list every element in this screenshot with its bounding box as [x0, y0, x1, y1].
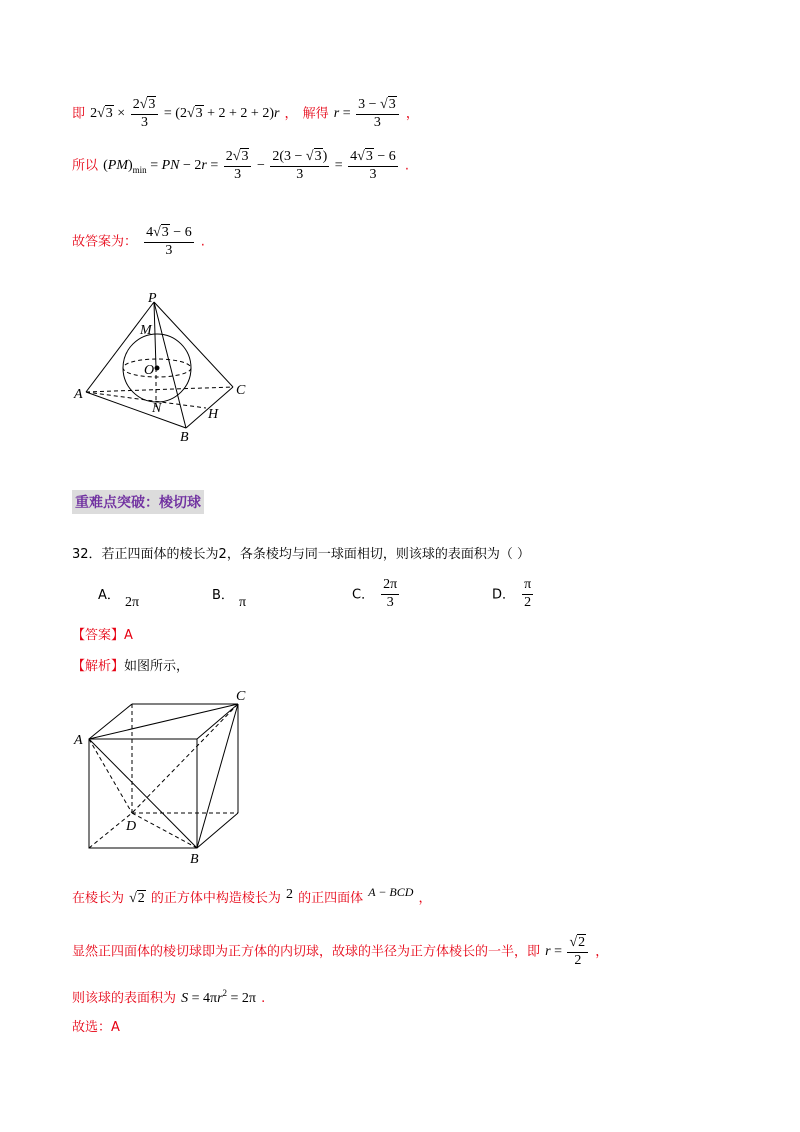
label-P: P	[148, 291, 157, 306]
label-B: B	[180, 430, 189, 445]
answer-label: 【答案】A	[72, 628, 133, 643]
option-a: A． 2π	[98, 588, 140, 610]
final-choice: 故选：A	[72, 1020, 120, 1035]
solution-line-1: 即 2√3 × $\frac{2√3}{3}$ = (2√3 + 2 + 2 + 2)r ， 解得 r = $\frac{3 - √3}{3}$ ，	[72, 97, 419, 130]
equation-1: 2√3 × $\frac{2√3}{3}$ = (2√3 + 2 + 2 + 2)r	[90, 97, 280, 130]
analysis-label: 【解析】如图所示，	[72, 659, 190, 674]
label-cube-B: B	[190, 852, 199, 866]
option-c: C． $\frac{2\pi}{3}$	[352, 577, 398, 610]
explanation-line-1: 在棱长为 √2 的正方体中构造棱长为 2 的正四面体 $^{A - BCD}$ ，	[72, 885, 432, 906]
answer-line-prev: 故答案为： $\frac{4√3 - 6}{3}$ .	[72, 225, 205, 258]
option-d: D． $\frac{\pi}{2}$	[492, 577, 532, 610]
equation-2: $(PM)_{min}$ = PN − 2r = $\frac{2√3}{3}$ − $\frac{2(3 - √3)}{3}$ = $\frac{4√3 - 6}{3}$	[103, 149, 396, 182]
explanation-line-2: 显然正四面体的棱切球即为正方体的内切球，故球的半径为正方体棱长的一半，即 r = $\frac{√2}{2}$ ，	[72, 935, 609, 968]
label-H: H	[208, 407, 219, 422]
option-b: B． π	[212, 588, 247, 610]
label-O: O	[144, 363, 155, 378]
label-cube-C: C	[236, 689, 246, 704]
equation-r: r = $\frac{3 - √3}{3}$	[334, 106, 401, 121]
answer-value-prev: $\frac{4√3 - 6}{3}$	[146, 225, 192, 258]
label-N: N	[152, 401, 162, 416]
solution-line-2: 所以 $(PM)_{min}$ = PN − 2r = $\frac{2√3}{3}$ − $\frac{2(3 - √3)}{3}$ = $\frac{4√3 - 6}{3}$ .	[72, 149, 409, 182]
label-A: A	[74, 387, 83, 402]
label-cube-A: A	[74, 733, 83, 748]
label-C: C	[236, 383, 246, 398]
section-heading: 重难点突破：棱切球	[72, 490, 204, 514]
tetrahedron-figure	[60, 288, 260, 448]
label-M: M	[140, 323, 152, 338]
cube-figure	[70, 686, 260, 866]
options-row	[98, 578, 658, 612]
explanation-line-3: 则该球的表面积为 $S = 4\pi r^2 = 2\pi$ .	[72, 988, 266, 1006]
question-stem: 32．若正四面体的棱长为2，各条棱均与同一球面相切，则该球的表面积为（ ）	[72, 547, 530, 562]
label-cube-D: D	[126, 819, 137, 834]
